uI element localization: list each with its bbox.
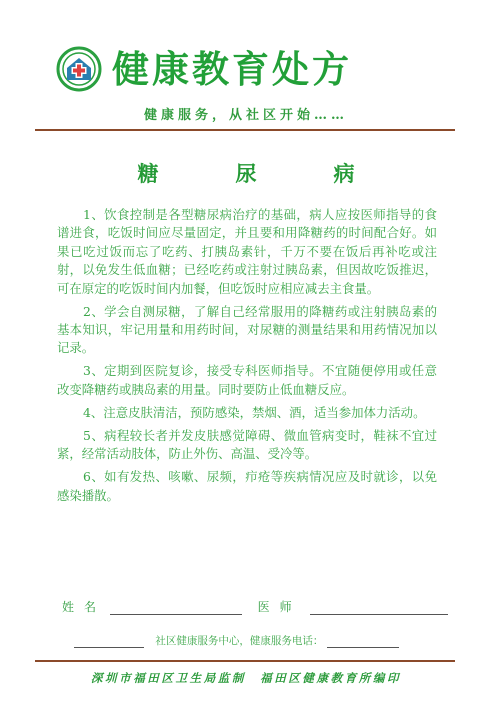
service-text: 社区健康服务中心，健康服务电话： [155, 635, 324, 647]
bottom-divider [35, 660, 455, 662]
paragraph: 4、注意皮肤清洁，预防感染，禁烟、酒，适当参加体力活动。 [83, 404, 426, 420]
service-row [74, 633, 434, 648]
center-name-field[interactable] [74, 634, 144, 648]
name-label: 姓名 [62, 600, 107, 614]
name-field[interactable] [110, 601, 242, 615]
doctor-label: 医师 [257, 600, 302, 614]
service-phone-field[interactable] [327, 634, 399, 648]
document-body [57, 206, 437, 510]
top-divider [35, 129, 455, 131]
header [0, 40, 492, 100]
health-logo-icon [56, 46, 102, 92]
signature-row [62, 598, 442, 615]
paragraph: 6、如有发热、咳嗽、尿频，疖疮等疾病情况应及时就诊，以免感染播散。 [57, 469, 437, 503]
document-title: 糖 尿 病 [137, 161, 383, 186]
footer: 深圳市福田区卫生局监制 福田区健康教育所编印 [90, 671, 402, 685]
paragraph: 5、病程较长者并发皮肤感觉障碍、微血管病变时，鞋袜不宜过紧，经常活动肢体，防止外伤、高温、受冷等。 [57, 427, 437, 462]
slogan: 健康服务，从社区开始…… [143, 108, 348, 123]
page-title: 健康教育处方 [112, 47, 352, 91]
paragraph: 1、饮食控制是各型糖尿病治疗的基础，病人应按医师指导的食谱进食，吃饭时间应尽量固定，并且要和用降糖药的时间配合好。如果已吃过饭而忘了吃药、打胰岛素针，千万不要在饭后再补吃或注射，以免发生低血糖；已经吃药或注射过胰岛素，但因故吃饭推迟，可在原定的吃饭时间内加餐，但吃饭时应相应减去主食量。 [57, 207, 437, 296]
doctor-field[interactable] [310, 601, 448, 615]
paragraph: 2、学会自测尿糖，了解自己经常服用的降糖药或注射胰岛素的基本知识，牢记用量和用药时间，对尿糖的测量结果和用药情况加以记录。 [57, 303, 437, 356]
paragraph: 3、定期到医院复诊，接受专科医师指导。不宜随便停用或任意改变降糖药或胰岛素的用量。同时要防止低血糖反应。 [57, 363, 437, 397]
